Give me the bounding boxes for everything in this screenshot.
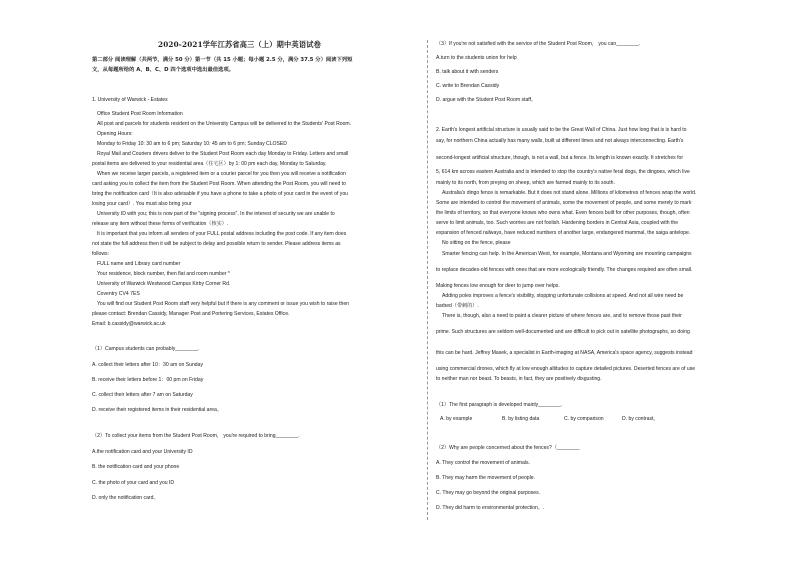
answer-option[interactable]: D. argue with the Student Post Room staff。 — [436, 97, 537, 103]
page-title: 2020-2021学年江苏省高三（上）期中英语试卷 — [158, 40, 321, 49]
passage2-line: barbed（带刺的）. — [436, 303, 479, 309]
answer-option[interactable]: C. collect their letters after 7 am on Saturday — [92, 392, 193, 398]
passage1-line: card asking you to collect the item from the Student Post Room. When attending the Post Room, you will need to — [92, 181, 346, 187]
passage1-line: It is important that you inform all senders of your FULL postal address including the post code. If any item does — [97, 231, 347, 237]
passage2-line: There is, though, also a need to paint a clearer picture of where fences are, and to remove those past their — [442, 313, 682, 319]
passage1-line: Email: b.cassidy@warwick.ac.uk — [92, 321, 166, 327]
answer-option[interactable]: C. the photo of your card and you ID — [92, 480, 175, 486]
answer-option[interactable]: A.the notification card and your University ID — [92, 449, 193, 455]
instructions-line: 文，从每题所给的 A、B、C、D 四个选项中选出最佳选项。 — [92, 67, 234, 73]
answer-option[interactable]: A.turn to the students union for help — [436, 55, 517, 61]
answer-option[interactable]: C. by comparison — [564, 416, 604, 422]
instructions-line: 第二部分 阅读理解（共两节，满分 50 分）第一节（共 15 小题；每小题 2.5 分，满分 37.5 分）阅读下列短 — [92, 57, 353, 63]
passage2-line: Smarter fencing can help. In the American West, for example, Montana and Wyoming are mounting campaigns — [442, 251, 692, 257]
passage1-line: All post and parcels for students resident on the University Campus will be delivered to the Students' Post Room. — [97, 121, 352, 127]
passage1-heading: 1. University of Warwick - Estates — [92, 97, 168, 103]
passage1-line: Royal Mail and Couriers drivers deliver to the Student Post Room each day Monday to Friday. Letters and small — [97, 151, 349, 157]
passage2-line: expansion of fenced railways, have reduced numbers of another large, endangered mammal, the saiga antelope. — [436, 230, 691, 236]
passage1-line: Coventry CV4 7ES — [97, 291, 140, 297]
question-stem: （1）Campus students can probably________. — [92, 346, 200, 352]
question-stem: （2）Why are people concerned about the fences?（________ — [436, 445, 580, 451]
passage2-line: the limits of territory, so that everyone knows who owns what. Even fences built for other purposes, though, often — [436, 210, 690, 216]
answer-option[interactable]: B. by listing data — [502, 416, 540, 422]
passage2-line: No sitting on the fence, please — [442, 240, 511, 246]
answer-option[interactable]: A. by example — [440, 416, 473, 422]
passage1-line: not state the full address then it will be subject to delay and possible return to sender. Please address items as — [92, 241, 341, 247]
passage2-line: say, for northern China actually has many walls, built at different times and not always interconnecting. Earth's — [436, 138, 684, 144]
passage1-line: bring the notification card（It is also advisable if you have a phone to take a photo of your card in the event of you — [92, 191, 348, 197]
passage1-line: follows: — [92, 251, 109, 257]
passage1-line: Opening Hours: — [97, 131, 133, 137]
passage1-line: FULL name and Library card number — [97, 261, 181, 267]
passage1-line: When we receive larger parcels, a registered item or a courier parcel for you then you will receive a notification — [97, 171, 346, 177]
answer-option[interactable]: A. collect their letters after 10：30 am on Sunday — [92, 362, 203, 368]
answer-option[interactable]: C. write to Brendan Cassidy — [436, 83, 500, 89]
passage2-line: prime. Such structures are seldom well-documented and are difficult to pick out in satellite photographs, so doing — [436, 329, 690, 335]
question-stem: （1）The first paragraph is developed mainly________. — [436, 402, 563, 408]
passage2-line: second-longest artificial structure, though, is not a wall, but a fence. Its length is known exactly. It stretches for — [436, 155, 684, 161]
passage1-line: University of Warwick Westwood Campus Kirby Corner Rd. — [97, 281, 231, 287]
passage2-line: serve to limit animals, too. Such worries are not foolish. Hardening borders in Central Asia, coupled with the — [436, 220, 679, 226]
passage2-line: to neither man nor beast. To beasts, in fact, they are positively disgusting. — [436, 376, 602, 382]
answer-option[interactable]: B. the notification card and your phone — [92, 464, 180, 470]
passage2-line: mainly to its north, from preying on sheep, which are farmed mainly to its south. — [436, 180, 615, 186]
passage2-line: Making fences low enough for deer to jump over helps. — [436, 283, 560, 289]
passage1-line: postal items are delivered to your residential area（住宅区）by 1: 00 pm each day, Monday to Saturday. — [92, 161, 327, 167]
passage1-line: release any item without these forms of verification（核实）. — [92, 221, 229, 227]
passage2-line: to replace decades-old fences with ones that are more ecologically friendly. The changes required are often small. — [436, 267, 693, 273]
passage1-line: University ID with you; this is now part of the "signing process". In the interest of security we are unable to — [97, 211, 335, 217]
answer-option[interactable]: C. They may go beyond the original purposes. — [436, 490, 541, 496]
passage2-line: 2. Earth's longest artificial structure is usually said to be the Great Wall of China. Just how long that is is hard to — [436, 127, 687, 133]
passage1-line: losing your card）. You must also bring your — [92, 201, 192, 207]
passage2-line: using commercial drones, which fly at low enough altitudes to capture detailed pictures. Deserted fences are of use — [436, 366, 696, 372]
answer-option[interactable]: B. receive their letters before 1：00 pm on Friday — [92, 377, 204, 383]
passage2-line: 5, 614 km across eastern Australia and is intended to stop the country's native feral dogs, the dingoes, which live — [436, 169, 690, 175]
passage2-line: Australia's dingo fence is remarkable. But it does not stand alone. Millions of kilometres of fences wrap the world. — [442, 190, 697, 196]
passage2-line: Some are intended to control the movement of animals, some the movement of people, and some merely to mark — [436, 200, 692, 206]
passage2-line: this can be hard. Jeffrey Masek, a specialist in Earth-imaging at NASA, America's space agency, suggests instead — [436, 350, 693, 356]
answer-option[interactable]: D. by contrast。 — [622, 416, 659, 422]
question-stem: （2）To collect your items from the Student Post Room， you're required to bring________. — [92, 433, 300, 439]
passage1-line: Your residence, block number, then flat and room number * — [97, 271, 230, 277]
answer-option[interactable]: B. They may harm the movement of people. — [436, 475, 535, 481]
answer-option[interactable]: B. talk about it with senders — [436, 69, 499, 75]
answer-option[interactable]: D. They did harm to environmental protection。. — [436, 505, 545, 511]
question-stem: （3）If you're not satisfied with the service of the Student Post Room， you can________. — [436, 41, 641, 47]
passage1-line: You will find our Student Post Room staff very helpful but if there is any comment or issue you wish to raise then — [97, 301, 349, 307]
passage2-line: Adding poles improves a fence's visibility, stopping unfortunate collisions at speed. And not all wire need be — [442, 293, 684, 299]
answer-option[interactable]: D. only the notification card。 — [92, 495, 159, 501]
passage1-line: please contact: Brendan Cassidy, Manager Post and Portering Services, Estates Office. — [92, 311, 290, 317]
answer-option[interactable]: D. receive their registered items in their residential area。 — [92, 407, 222, 413]
column-divider — [427, 40, 428, 520]
answer-option[interactable]: A. They control the movement of animals. — [436, 460, 530, 466]
passage1-line: Office Student Post Room Information — [97, 111, 183, 117]
passage1-line: Monday to Friday 10: 30 am to 6 pm; Saturday 10: 45 am to 6 pm; Sunday CLOSED — [97, 141, 287, 147]
